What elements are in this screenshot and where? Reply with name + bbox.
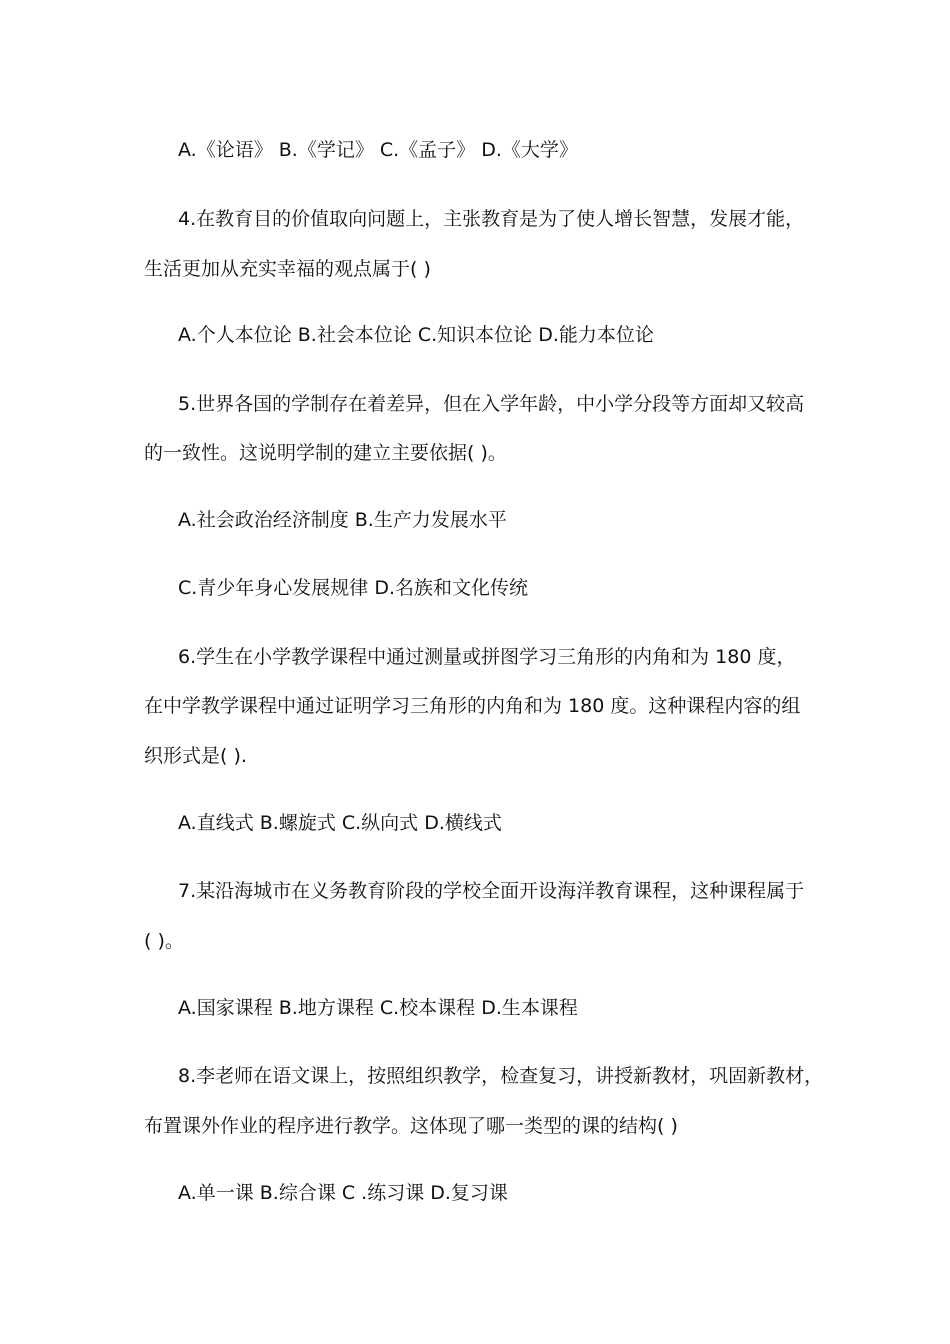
q8-stem-line-2: 布置课外作业的程序进行教学。这体现了哪一类型的课的结构( ) xyxy=(144,1115,678,1137)
q8-stem-line-1: 8.李老师在语文课上，按照组织教学，检查复习，讲授新教材，巩固新教材， xyxy=(178,1065,824,1087)
q7-stem-line-1: 7.某沿海城市在义务教育阶段的学校全面开设海洋教育课程，这种课程属于 xyxy=(178,880,805,902)
q7-options: A.国家课程 B.地方课程 C.校本课程 D.生本课程 xyxy=(178,997,578,1019)
q5-stem-line-2: 的一致性。这说明学制的建立主要依据( )。 xyxy=(144,442,507,464)
q5-stem-line-1: 5.世界各国的学制存在着差异，但在入学年龄，中小学分段等方面却又较高 xyxy=(178,393,805,415)
q6-stem-line-2: 在中学教学课程中通过证明学习三角形的内角和为 180 度。这种课程内容的组 xyxy=(144,695,801,717)
q5-options-line-1: A.社会政治经济制度 B.生产力发展水平 xyxy=(178,509,507,531)
q4-stem-line-1: 4.在教育目的价值取向问题上，主张教育是为了使人增长智慧，发展才能， xyxy=(178,208,805,230)
q6-stem-line-3: 织形式是( ). xyxy=(144,745,247,767)
q7-stem-line-2: ( )。 xyxy=(144,930,184,952)
q5-options-line-2: C.青少年身心发展规律 D.名族和文化传统 xyxy=(178,577,529,599)
q4-stem-line-2: 生活更加从充实幸福的观点属于( ) xyxy=(144,258,431,280)
q3-options: A.《论语》 B.《学记》 C.《孟子》 D.《大学》 xyxy=(178,139,578,161)
q6-options: A.直线式 B.螺旋式 C.纵向式 D.横线式 xyxy=(178,812,502,834)
q8-options: A.单一课 B.综合课 C .练习课 D.复习课 xyxy=(178,1182,508,1204)
q6-stem-line-1: 6.学生在小学教学课程中通过测量或拼图学习三角形的内角和为 180 度， xyxy=(178,646,796,668)
q4-options: A.个人本位论 B.社会本位论 C.知识本位论 D.能力本位论 xyxy=(178,324,654,346)
